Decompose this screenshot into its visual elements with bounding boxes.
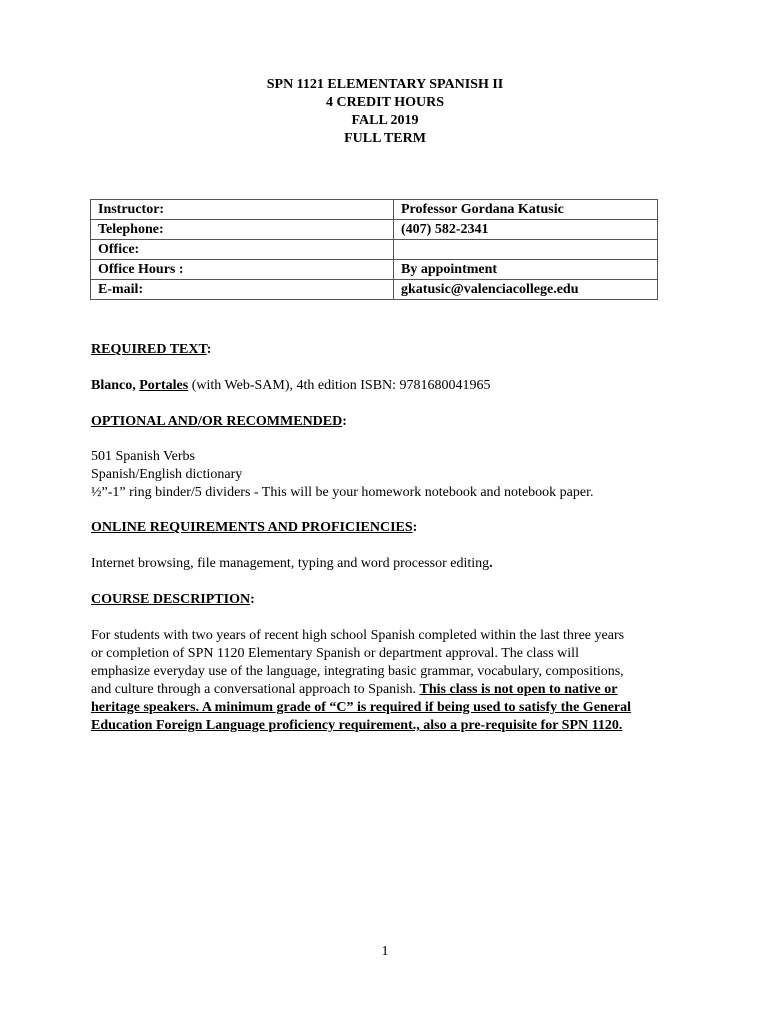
page-number: 1 — [381, 944, 389, 959]
table-row — [91, 260, 658, 280]
online-heading: ONLINE REQUIREMENTS AND PROFICIENCIES: — [91, 520, 418, 535]
info-value — [394, 240, 658, 260]
course-title: SPN 1121 ELEMENTARY SPANISH II — [266, 77, 504, 92]
term: FALL 2019 — [351, 113, 419, 128]
instructor-info-table — [90, 199, 658, 300]
optional-list — [91, 448, 691, 502]
online-text: Internet browsing, file management, typing and word processor editing. — [91, 556, 493, 571]
info-label: Telephone: — [91, 220, 394, 240]
info-value: Professor Gordana Katusic — [394, 200, 658, 220]
course-description-heading: COURSE DESCRIPTION: — [91, 592, 255, 607]
table-row — [91, 220, 658, 240]
info-label: E-mail: — [91, 280, 394, 300]
table-row — [91, 200, 658, 220]
info-value: (407) 582-2341 — [394, 220, 658, 240]
list-item: 501 Spanish Verbs — [91, 449, 195, 464]
info-label: Instructor: — [91, 200, 394, 220]
table-row — [91, 240, 658, 260]
list-item: ½”-1” ring binder/5 dividers - This will be your homework notebook and notebook paper. — [91, 485, 594, 500]
required-text-heading: REQUIRED TEXT: — [91, 342, 212, 357]
list-item: Spanish/English dictionary — [91, 467, 243, 482]
optional-heading: OPTIONAL AND/OR RECOMMENDED: — [91, 414, 347, 429]
info-value: By appointment — [394, 260, 658, 280]
info-label: Office Hours : — [91, 260, 394, 280]
info-value: gkatusic@valenciacollege.edu — [394, 280, 658, 300]
required-text-book: Blanco, Portales (with Web-SAM), 4th edition ISBN: 9781680041965 — [91, 378, 491, 393]
term-length: FULL TERM — [344, 131, 426, 146]
info-label: Office: — [91, 240, 394, 260]
course-header — [0, 76, 770, 148]
table-row — [91, 280, 658, 300]
credit-hours: 4 CREDIT HOURS — [326, 95, 444, 110]
course-description-body: For students with two years of recent high school Spanish completed within the last three years or completion of SPN 1120 Elementary Spanish or department approval. The class will emphasize everyday use of the language, integrating basic grammar, vocabulary, compositions, and culture through a conversational approach to Spanish. This class is not open to native or heritage speakers. A minimum grade of “C” is required if being used to satisfy the General Education Foreign Language proficiency requirement., also a pre-requisite for SPN 1120. — [91, 628, 632, 733]
